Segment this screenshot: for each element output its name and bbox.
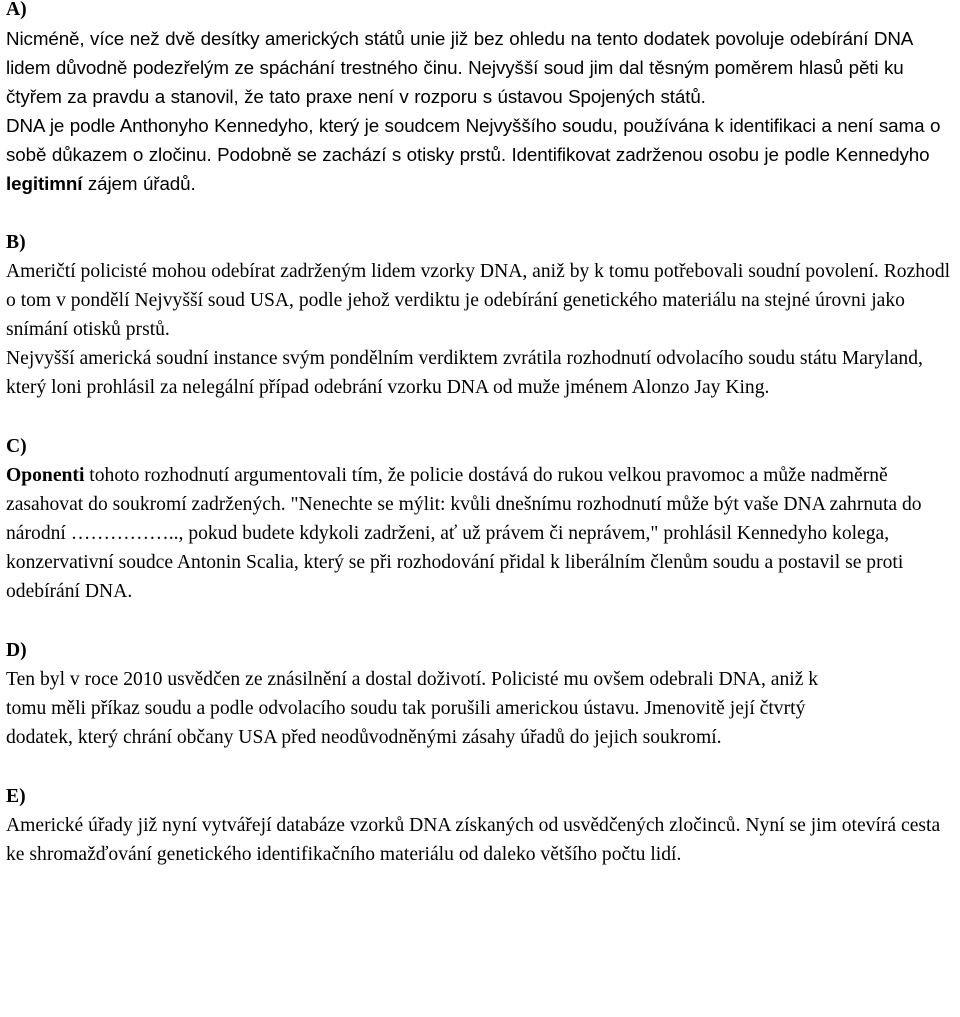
section-b-paragraph-1: Američtí policisté mohou odebírat zadrženým lidem vzorky DNA, aniž by k tomu potřebovali soudní povolení. Rozhodl o tom v pondělí Nejvyšší soud USA, podle jehož verdiktu je odebírání genetického materiálu na stejné úrovni jako snímání otisků prstů. xyxy=(6,261,951,340)
section-a-bold-word: legitimní xyxy=(6,173,83,194)
section-a xyxy=(6,0,958,198)
section-a-paragraph-1: Nicméně, více než dvě desítky amerických států unie již bez ohledu na tento dodatek povoluje odebírání DNA lidem důvodně podezřelým ze spáchání trestného činu. Nejvyšší soud jim dal těsným poměrem hlasů pěti ku čtyřem za pravdu a stanovil, že tato praxe není v rozporu s ústavou Spojených států. xyxy=(6,28,913,107)
section-divider xyxy=(6,402,958,432)
section-a-paragraph-2-text-before: DNA je podle Anthonyho Kennedyho, který je soudcem Nejvyššího soudu, používána k identifikaci a není sama o sobě důkazem o zločinu. Podobně se zachází s otisky prstů. Identifikovat zadrženou osobu je podle Kennedyho xyxy=(6,115,941,165)
section-divider xyxy=(6,198,958,228)
section-a-paragraph-2 xyxy=(6,111,958,198)
section-d-paragraph-1: Ten byl v roce 2010 usvědčen ze znásilnění a dostal doživotí. Policisté mu ovšem odebrali DNA, aniž k tomu měli příkaz soudu a podle odvolacího soudu tak porušili americkou ústavu. Jmenovitě její čtvrtý dodatek, který chrání občany USA před neodůvodněnými zásahy úřadů do jejich soukromí. xyxy=(6,669,819,748)
section-c xyxy=(6,432,958,606)
section-e-heading: E) xyxy=(6,786,26,807)
section-divider xyxy=(6,752,958,782)
section-b xyxy=(6,228,958,402)
section-e-paragraph-1: Americké úřady již nyní vytvářejí databáze vzorků DNA získaných od usvědčených zločinců. Nyní se jim otevírá cesta ke shromažďování genetického identifikačního materiálu od daleko většího počtu lidí. xyxy=(6,815,941,865)
section-d-heading: D) xyxy=(6,640,27,661)
section-a-heading: A) xyxy=(6,0,27,20)
document-page xyxy=(6,0,958,869)
section-c-heading: C) xyxy=(6,436,27,457)
section-c-bold-word: Oponenti xyxy=(6,465,85,486)
section-b-paragraph-2: Nejvyšší americká soudní instance svým pondělním verdiktem zvrátila rozhodnutí odvolacího soudu státu Maryland, který loni prohlásil za nelegální případ odebrání vzorku DNA od muže jménem Alonzo Jay King. xyxy=(6,348,923,398)
section-a-paragraph-2-text-after: zájem úřadů. xyxy=(82,173,196,194)
section-c-paragraph-1 xyxy=(6,461,958,606)
section-divider xyxy=(6,606,958,636)
section-b-heading: B) xyxy=(6,232,26,253)
section-c-paragraph-1-text: tohoto rozhodnutí argumentovali tím, že policie dostává do rukou velkou pravomoc a může nadměrně zasahovat do soukromí zadržených. "Nenechte se mýlit: kvůli dnešnímu rozhodnutí může být vaše DNA zahrnuta do národní …………….., pokud budete kdykoli zadrženi, ať už právem či neprávem," prohlásil Kennedyho kolega, konzervativní soudce Antonin Scalia, který se při rozhodování přidal k liberálním členům soudu a postavil se proti odebírání DNA. xyxy=(6,465,922,602)
section-d xyxy=(6,636,958,752)
section-e xyxy=(6,782,958,869)
